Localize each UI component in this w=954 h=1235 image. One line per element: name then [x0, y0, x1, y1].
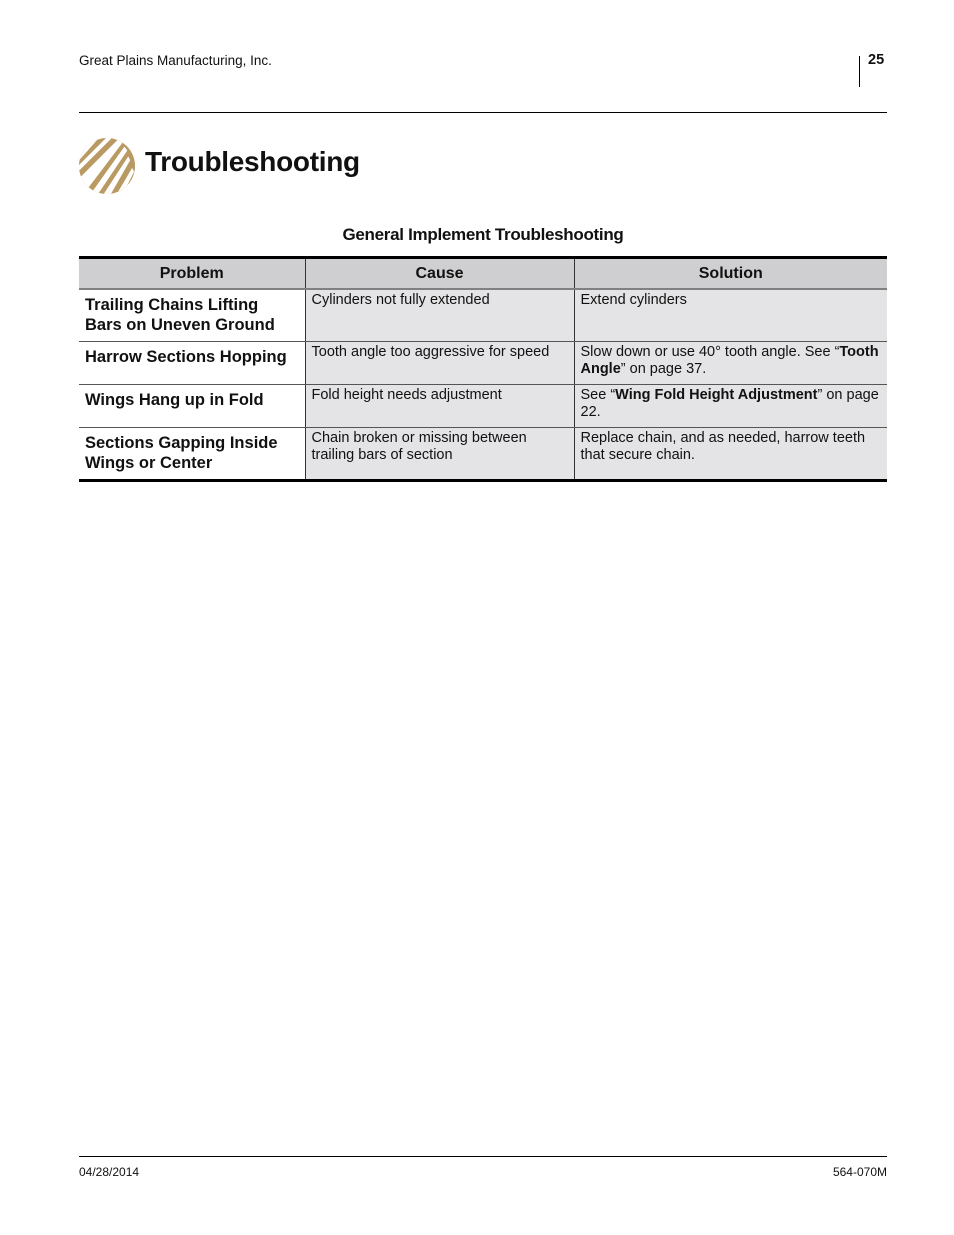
- cause-line: trailing bars of section: [311, 447, 453, 463]
- wing-fold-height-reference-link[interactable]: Wing Fold Height Adjustment: [615, 387, 818, 403]
- solution-cell: [574, 289, 887, 342]
- header-divider: [859, 56, 860, 87]
- cause-line: Chain broken or missing between: [311, 430, 527, 446]
- problem-cell: [79, 428, 305, 481]
- solution-text: Extend cylinders: [580, 292, 687, 308]
- problem-line: Bars on Uneven Ground: [85, 316, 275, 334]
- solution-text: ” on page 22.: [580, 387, 879, 420]
- problem-line: Trailing Chains Lifting: [85, 296, 259, 314]
- problem-line: Sections Gapping Inside: [85, 434, 278, 452]
- problem-cell: [79, 342, 305, 385]
- table-row: [79, 385, 887, 428]
- tooth-angle-reference-link[interactable]: Tooth Angle: [580, 344, 879, 377]
- company-name: Great Plains Manufacturing, Inc.: [79, 53, 272, 68]
- solution-text: ” on page 37.: [620, 361, 707, 377]
- solution-cell: [574, 342, 887, 385]
- page-number: 25: [868, 52, 885, 68]
- problem-cell: [79, 385, 305, 428]
- troubleshooting-table: [79, 256, 887, 482]
- table-row: [79, 342, 887, 385]
- problem-cell: [79, 289, 305, 342]
- table-title: General Implement Troubleshooting: [342, 225, 624, 244]
- problem-line: Harrow Sections Hopping: [85, 348, 287, 366]
- problem-line: Wings or Center: [85, 454, 213, 472]
- table-row: [79, 289, 887, 342]
- section-title: Troubleshooting: [145, 146, 360, 177]
- cause-cell: [305, 342, 574, 385]
- solution-text: See “: [580, 387, 616, 403]
- cause-line: Tooth angle too aggressive for speed: [311, 344, 550, 360]
- table-row: [79, 428, 887, 481]
- cause-cell: [305, 428, 574, 481]
- great-plains-sunburst-logo-icon: [78, 137, 136, 195]
- footer-doc-number: 564-070M: [832, 1165, 887, 1179]
- footer-rule: [79, 1156, 887, 1157]
- table-header-row: [79, 258, 887, 290]
- cause-cell: [305, 385, 574, 428]
- solution-cell: [574, 385, 887, 428]
- solution-cell: [574, 428, 887, 481]
- header-rule: [79, 112, 887, 113]
- problem-line: Wings Hang up in Fold: [85, 391, 264, 409]
- header-problem: Problem: [79, 258, 305, 290]
- header-cause: Cause: [305, 258, 574, 290]
- cause-cell: [305, 289, 574, 342]
- solution-text: Replace chain, and as needed, harrow teeth that secure chain.: [580, 430, 866, 463]
- header-solution: Solution: [574, 258, 887, 290]
- footer-date: 04/28/2014: [79, 1165, 140, 1179]
- solution-text: Slow down or use 40° tooth angle. See “: [580, 344, 840, 360]
- cause-line: Cylinders not fully extended: [311, 292, 490, 308]
- cause-line: Fold height needs adjustment: [311, 387, 502, 403]
